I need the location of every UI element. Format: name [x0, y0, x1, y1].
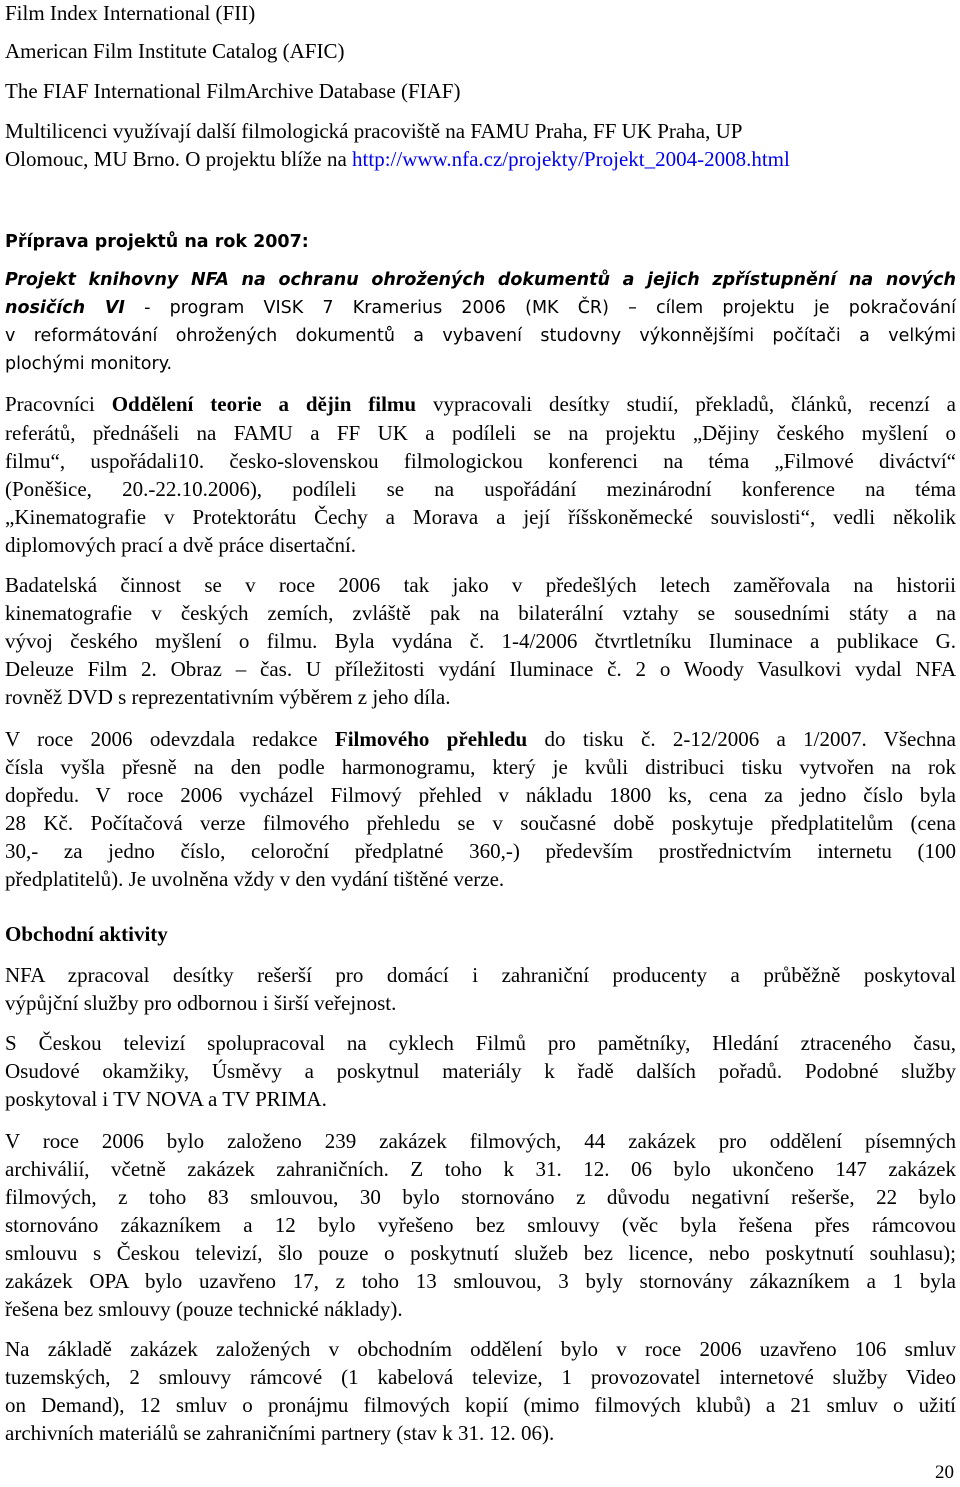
research-line-4: Deleuze Film 2. Obraz – čas. U příležitosti vydání Iluminace č. 2 o Woody Vasulkovi vydal NFA	[5, 657, 956, 681]
research-line-1: Badatelská činnost se v roce 2006 tak jako v předešlých letech zaměřovala na historii	[5, 573, 956, 597]
business-p2-line-2: Osudové okamžiky, Úsměvy a poskytnul materiály k řadě dalších pořadů. Podobné služby	[5, 1059, 956, 1083]
review-text-a: V roce 2006 odevzdala redakce	[5, 727, 335, 751]
research-line-5: rovněž DVD s reprezentativním výběrem z jeho díla.	[5, 685, 451, 709]
review-line-5: 30,- za jedno číslo, celoroční předplatné 360,-) především prostřednictvím internetu (100	[5, 839, 956, 863]
research-line-3: vývoj českého myšlení o filmu. Byla vydána č. 1-4/2006 čtvrtletníku Iluminace a publikace G.	[5, 629, 956, 653]
theory-line-6: diplomových prací a dvě práce disertační.	[5, 533, 357, 557]
licence-line-1: Multilicenci využívají další filmologická pracoviště na FAMU Praha, FF UK Praha, UP	[5, 119, 743, 143]
licence-text: Olomouc, MU Brno. O projektu blíže na	[5, 147, 353, 171]
theory-line-2: referátů, přednášeli na FAMU a FF UK a podíleli se na projektu „Dějiny českého myšlení o	[5, 421, 956, 445]
projects-heading: Příprava projektů na rok 2007:	[5, 232, 309, 252]
projects-program: - program VISK 7 Kramerius 2006 (MK ČR) – cílem projektu je pokračování	[124, 298, 956, 318]
review-text-b: do tisku č. 2-12/2006 a 1/2007. Všechna	[527, 727, 956, 751]
business-p3-line-3: filmových, z toho 83 smlouvou, 30 bylo stornováno z důvodu negativní rešerše, 22 bylo	[5, 1185, 956, 1209]
review-line-4: 28 Kč. Počítačová verze filmového přehledu se v současné době poskytuje předplatitelům (cena	[5, 811, 956, 835]
project-link[interactable]: http://www.nfa.cz/projekty/Projekt_2004-2008.html	[352, 147, 790, 171]
database-item-fii: Film Index International (FII)	[5, 1, 256, 25]
business-heading: Obchodní aktivity	[5, 922, 168, 946]
page-number: 20	[935, 1462, 954, 1483]
review-line-3: dopředu. V roce 2006 vycházel Filmový přehled v nákladu 1800 ks, cena za jedno číslo byla	[5, 783, 956, 807]
business-p3-line-6: zakázek OPA bylo uzavřeno 17, z toho 13 smlouvou, 3 byly stornovány zákazníkem a 1 byla	[5, 1269, 956, 1293]
theory-line-1	[5, 390, 956, 418]
review-line-1	[5, 725, 956, 753]
review-line-6: předplatitelů). Je uvolněna vždy v den vydání tištěné verze.	[5, 867, 505, 891]
business-p1-line-2: výpůjční služby pro odbornou i širší veřejnost.	[5, 991, 397, 1015]
research-line-2: kinematografie v českých zemích, zvláště pak na bilaterální vztahy se sousedními státy a na	[5, 601, 956, 625]
business-p3-line-5: smlouvu s Českou televizí, šlo pouze o poskytnutí služeb bez licence, nebo poskytnutí souhlasu);	[5, 1241, 956, 1265]
projects-line-4: plochými monitory.	[5, 354, 173, 374]
review-title: Filmového přehledu	[334, 727, 528, 751]
database-item-fiaf: The FIAF International FilmArchive Database (FIAF)	[5, 79, 461, 103]
projects-line-1: Projekt knihovny NFA na ochranu ohrožených dokumentů a jejich zpřístupnění na nových	[5, 270, 956, 290]
business-p2-line-1: S Českou televizí spolupracoval na cyklech Filmů pro pamětníky, Hledání ztraceného času,	[5, 1031, 956, 1055]
projects-line-2	[5, 294, 956, 322]
business-p3-line-2: archiválií, včetně zakázek zahraničních. Z toho k 31. 12. 06 bylo ukončeno 147 zakázek	[5, 1157, 956, 1181]
review-line-2: čísla vyšla přesně na den podle harmonogramu, který je kvůli distribuci tisku vytvořen na rok	[5, 755, 956, 779]
business-p3-line-7: řešena bez smlouvy (pouze technické náklady).	[5, 1297, 403, 1321]
business-p4-line-4: archivních materiálů se zahraničními partnery (stav k 31. 12. 06).	[5, 1421, 555, 1445]
theory-line-3: filmu“, uspořádali10. česko-slovenskou filmologickou konferenci na téma „Filmové diváctví“	[5, 449, 956, 473]
business-p1-line-1: NFA zpracoval desítky rešerší pro domácí i zahraniční producenty a průběžně poskytoval	[5, 963, 956, 987]
theory-line-4: (Poněšice, 20.-22.10.2006), podíleli se na uspořádání mezinárodní konference na téma	[5, 477, 956, 501]
business-p3-line-1: V roce 2006 bylo založeno 239 zakázek filmových, 44 zakázek pro oddělení písemných	[5, 1129, 956, 1153]
business-p3-line-4: stornováno zákazníkem a 12 bylo vyřešeno bez smlouvy (věc byla řešena přes rámcovou	[5, 1213, 956, 1237]
theory-line-5: „Kinematografie v Protektorátu Čechy a Morava a její říšskoněmecké souvislosti“, vedli několik	[5, 505, 956, 529]
theory-text-a: Pracovníci	[5, 392, 112, 416]
theory-text-b: vypracovali desítky studií, překladů, článků, recenzí a	[416, 392, 956, 416]
theory-dept: Oddělení teorie a dějin filmu	[111, 392, 417, 416]
business-p2-line-3: poskytoval i TV NOVA a TV PRIMA.	[5, 1087, 327, 1111]
projects-carrier: nosičích VI	[5, 298, 125, 318]
projects-line-3: v reformátování ohrožených dokumentů a vybavení studovny výkonnějšími počítači a velkými	[5, 326, 956, 346]
licence-line-2	[5, 146, 790, 172]
business-p4-line-2: tuzemských, 2 smlouvy rámcové (1 kabelová televize, 1 provozovatel internetové služby Video	[5, 1365, 956, 1389]
business-p4-line-3: on Demand), 12 smluv o pronájmu filmových kopií (mimo filmových klubů) a 21 smluv o užití	[5, 1393, 956, 1417]
business-p4-line-1: Na základě zakázek založených v obchodním oddělení bylo v roce 2006 uzavřeno 106 smluv	[5, 1337, 956, 1361]
database-item-afic: American Film Institute Catalog (AFIC)	[5, 39, 345, 63]
